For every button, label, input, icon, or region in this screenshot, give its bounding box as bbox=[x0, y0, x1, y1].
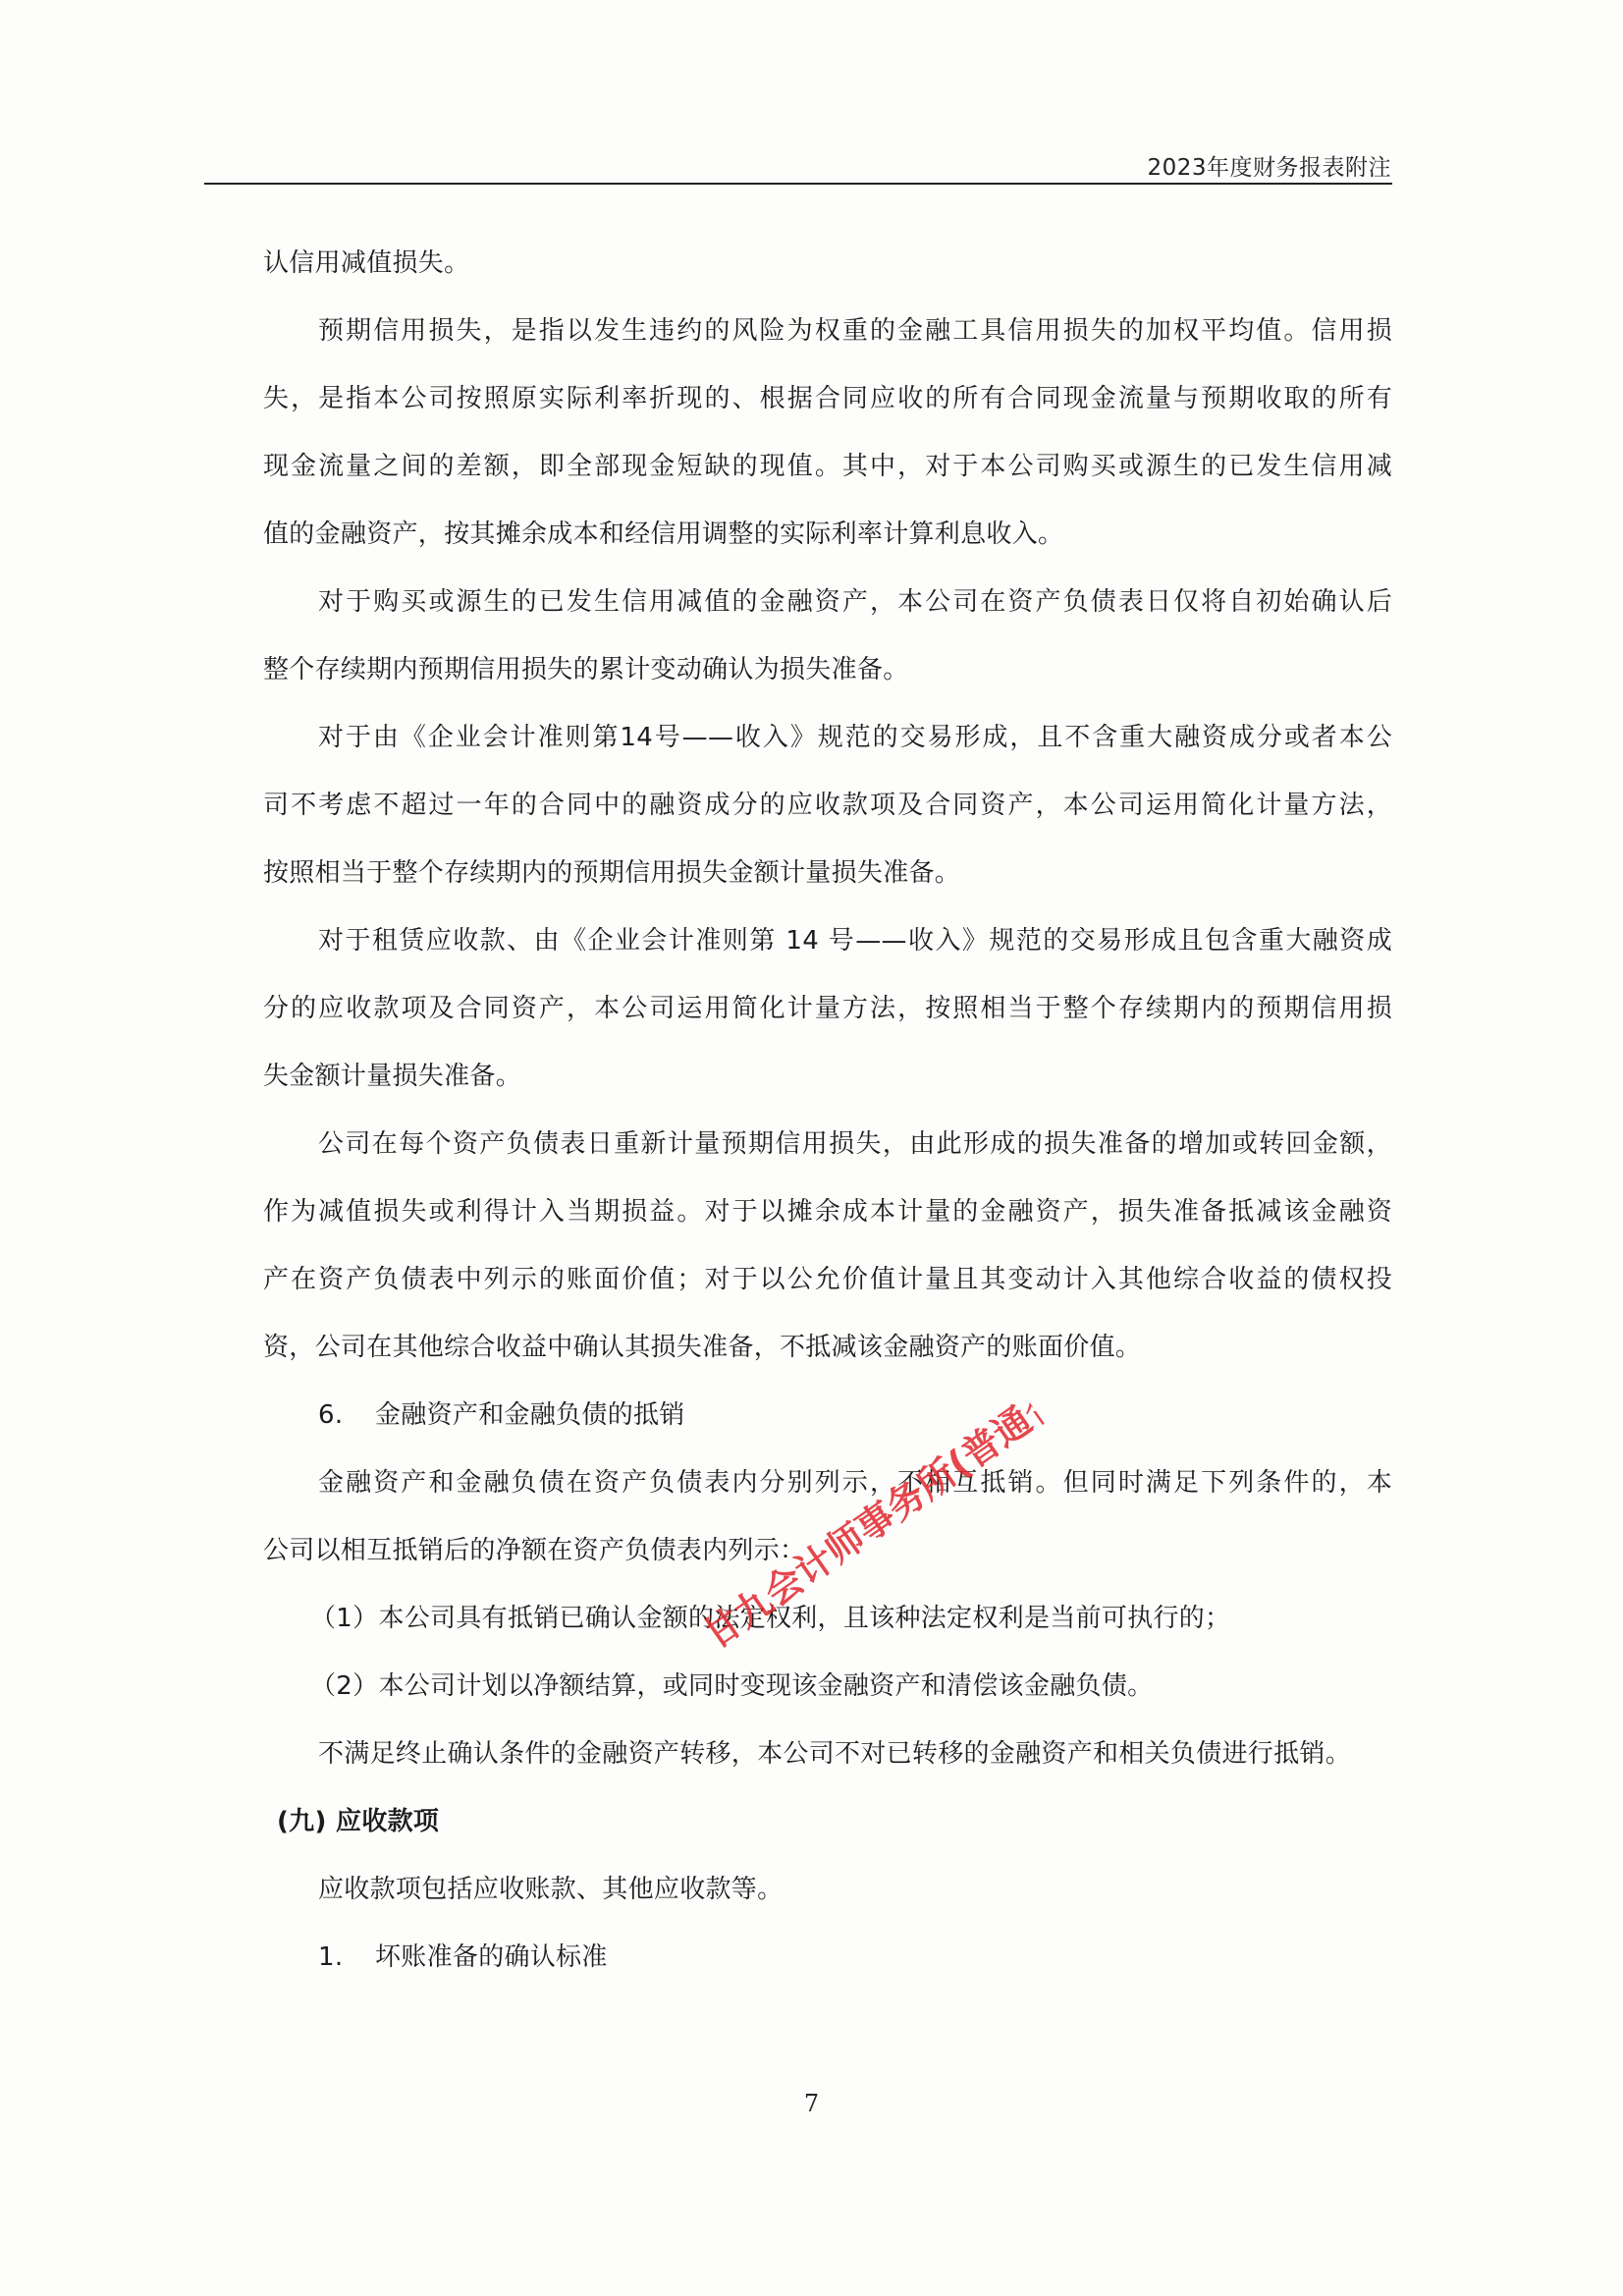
text-line: 应收款项包括应收账款、其他应收款等。 bbox=[318, 1875, 784, 1904]
page-number: 7 bbox=[803, 2090, 820, 2117]
text-line: 公司以相互抵销后的净额在资产负债表内列示： bbox=[263, 1536, 806, 1565]
text-line: 司不考虑不超过一年的合同中的融资成分的应收款项及合同资产，本公司运用简化计量方法， bbox=[263, 791, 1392, 820]
text-line: 值的金融资产，按其摊余成本和经信用调整的实际利率计算利息收入。 bbox=[263, 519, 1064, 549]
section-heading-9: (九) 应收款项 bbox=[277, 1807, 440, 1836]
page-header-title: 2023年度财务报表附注 bbox=[1147, 155, 1391, 181]
list-item: （2）本公司计划以净额结算，或同时变现该金融资产和清偿该金融负债。 bbox=[310, 1671, 1154, 1701]
text-line: 对于由《企业会计准则第14号——收入》规范的交易形成，且不含重大融资成分或者本公 bbox=[318, 723, 1392, 752]
section-number: 1. bbox=[318, 1942, 344, 1972]
text-line: 认信用减值损失。 bbox=[263, 248, 470, 278]
text-line: 现金流量之间的差额，即全部现金短缺的现值。其中，对于本公司购买或源生的已发生信用减 bbox=[263, 452, 1392, 481]
text-line: 金融资产和金融负债在资产负债表内分别列示，不相互抵销。但同时满足下列条件的，本 bbox=[318, 1468, 1392, 1498]
text-line: 失，是指本公司按照原实际利率折现的、根据合同应收的所有合同现金流量与预期收取的所有 bbox=[263, 384, 1392, 413]
section-title: 坏账准备的确认标准 bbox=[375, 1942, 608, 1972]
text-line: 整个存续期内预期信用损失的累计变动确认为损失准备。 bbox=[263, 655, 909, 684]
text-line: 对于租赁应收款、由《企业会计准则第 14 号——收入》规范的交易形成且包含重大融资成 bbox=[318, 926, 1392, 956]
section-title: 金融资产和金融负债的抵销 bbox=[375, 1400, 685, 1430]
list-item: （1）本公司具有抵销已确认金额的法定权利，且该种法定权利是当前可执行的； bbox=[310, 1604, 1231, 1633]
text-line: 按照相当于整个存续期内的预期信用损失金额计量损失准备。 bbox=[263, 858, 961, 888]
text-line: 资，公司在其他综合收益中确认其损失准备，不抵减该金融资产的账面价值。 bbox=[263, 1333, 1142, 1362]
stamp-text: 北京甘九会计师事务所(普通合伙) bbox=[674, 1352, 1074, 1692]
text-line: 不满足终止确认条件的金融资产转移，本公司不对已转移的金融资产和相关负债进行抵销。 bbox=[318, 1739, 1352, 1769]
text-line: 失金额计量损失准备。 bbox=[263, 1062, 522, 1091]
text-line: 预期信用损失，是指以发生违约的风险为权重的金融工具信用损失的加权平均值。信用损 bbox=[318, 316, 1392, 346]
text-line: 作为减值损失或利得计入当期损益。对于以摊余成本计量的金融资产，损失准备抵减该金融资 bbox=[263, 1197, 1392, 1227]
text-line: 对于购买或源生的已发生信用减值的金融资产，本公司在资产负债表日仅将自初始确认后 bbox=[318, 587, 1392, 617]
section-heading-9-1 bbox=[263, 1940, 1392, 1975]
text-line: 产在资产负债表中列示的账面价值；对于以公允价值计量且其变动计入其他综合收益的债权投 bbox=[263, 1265, 1392, 1294]
text-line: 分的应收款项及合同资产，本公司运用简化计量方法，按照相当于整个存续期内的预期信用损 bbox=[263, 994, 1392, 1023]
header-rule bbox=[204, 183, 1392, 185]
text-line: 公司在每个资产负债表日重新计量预期信用损失，由此形成的损失准备的增加或转回金额， bbox=[318, 1129, 1392, 1159]
section-heading-6 bbox=[263, 1397, 1392, 1433]
section-number: 6. bbox=[318, 1400, 344, 1430]
